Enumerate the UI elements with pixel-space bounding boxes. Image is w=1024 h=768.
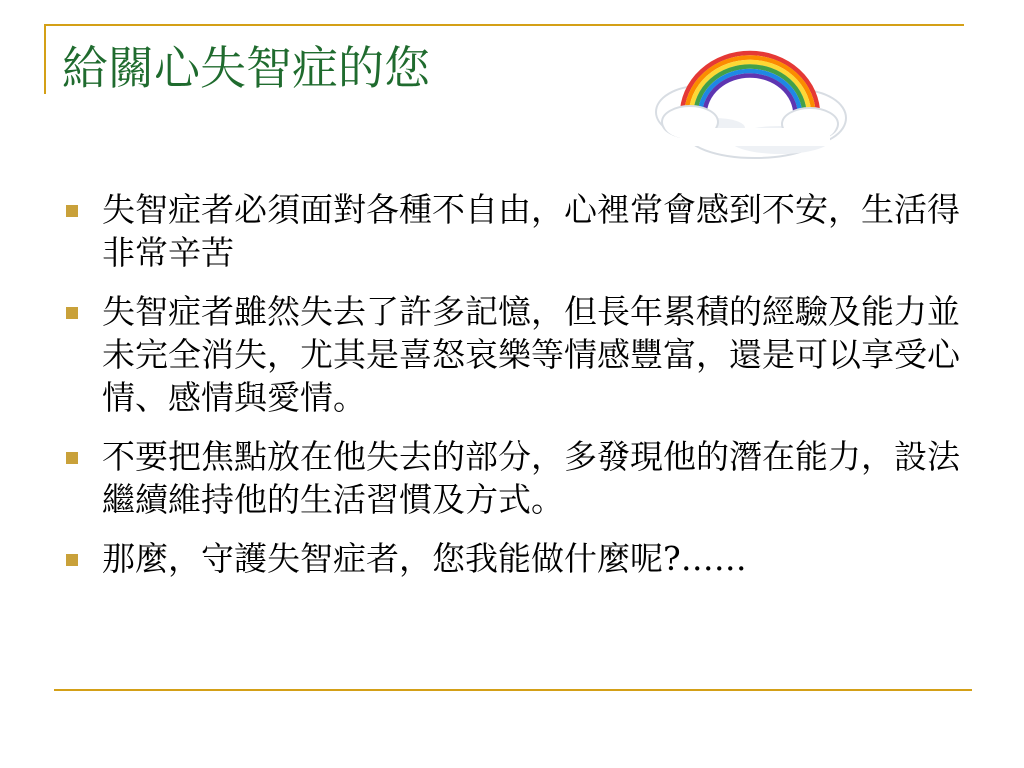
bullet-square-icon — [66, 307, 78, 319]
bottom-divider — [54, 689, 972, 691]
bullet-item — [66, 537, 966, 580]
top-divider — [44, 24, 964, 26]
title-side-divider — [44, 24, 46, 94]
slide-title: 給關心失智症的您 — [62, 41, 430, 95]
rainbow-over-cloud-icon — [640, 40, 860, 170]
bullet-text: 那麼，守護失智症者，您我能做什麼呢?…… — [102, 539, 747, 578]
bullet-text: 失智症者必須面對各種不自由，心裡常會感到不安，生活得非常辛苦 — [102, 190, 960, 272]
bullet-text: 失智症者雖然失去了許多記憶，但長年累積的經驗及能力並未完全消失，尤其是喜怒哀樂等情感豐富，還是可以享受心情、感情與愛情。 — [102, 292, 960, 417]
bullet-square-icon — [66, 205, 78, 217]
bullet-item — [66, 188, 966, 274]
bullet-list — [66, 188, 966, 596]
bullet-item — [66, 435, 966, 521]
bullet-text: 不要把焦點放在他失去的部分，多發現他的潛在能力，設法繼續維持他的生活習慣及方式。 — [102, 437, 960, 519]
bullet-square-icon — [66, 554, 78, 566]
bullet-item — [66, 290, 966, 419]
bullet-square-icon — [66, 452, 78, 464]
